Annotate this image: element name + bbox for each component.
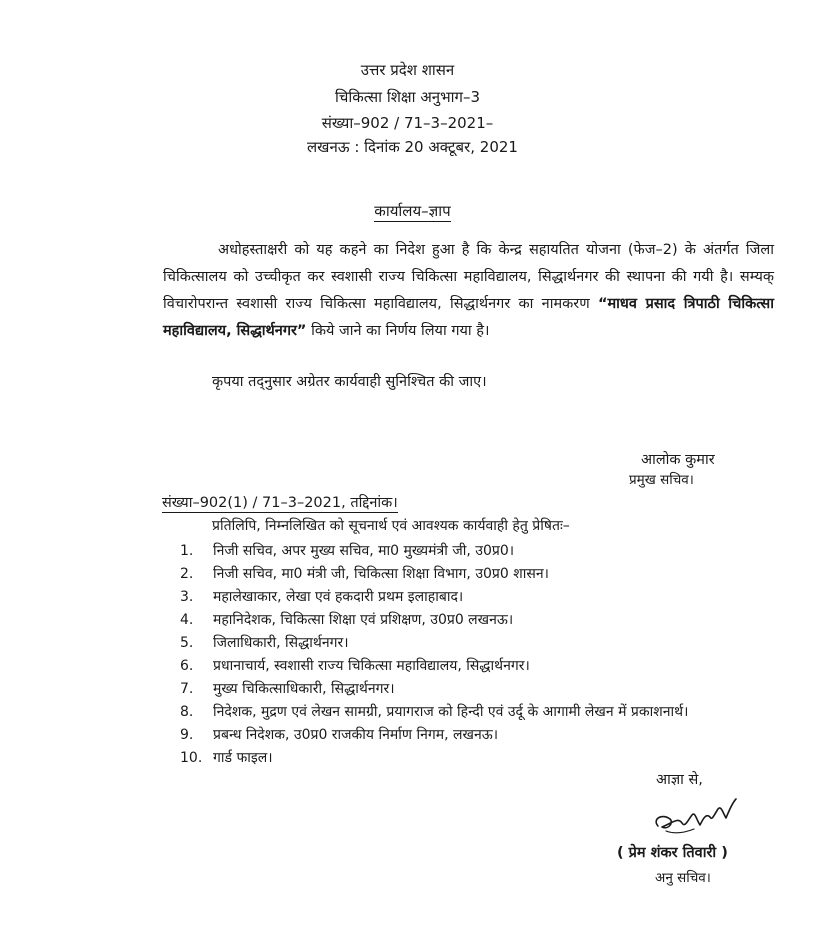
cc-item-text: जिलाधिकारी, सिद्धार्थनगर। — [213, 635, 349, 651]
para1-text-end: किये जाने का निर्णय लिया गया है। — [306, 323, 490, 339]
handwritten-signature — [648, 793, 748, 843]
cc-item-text: मुख्य चिकित्साधिकारी, सिद्धार्थनगर। — [213, 681, 395, 697]
para1-text-start: अधोहस्ताक्षरी को यह कहने का निदेश हुआ है कि केन्द्र सहायतित योजना (फेज–2) के अंतर्गत जिला चिकित्सालय को उच्चीकृत कर स्वशासी राज्य चिकित्सा महाविद्यालय, सिद्धार्थनगर की स्थापना की गयी है। सम्यक् विचारोपरान्त स्वशासी राज्य चिकित्सा महाविद्यालय, सिद्धार्थनगर का नामकरण — [163, 242, 774, 312]
cc-item-number: 1. — [180, 543, 194, 559]
cc-list-item — [180, 540, 780, 563]
cc-item-text: प्रबन्ध निदेशक, उ0प्र0 राजकीय निर्माण निगम, लखनऊ। — [213, 727, 499, 743]
section-name: चिकित्सा शिक्षा अनुभाग–3 — [334, 88, 481, 106]
signatory1-designation: प्रमुख सचिव। — [629, 472, 694, 488]
cc-item-text: निदेशक, मुद्रण एवं लेखन सामग्री, प्रयागराज को हिन्दी एवं उर्दू के आगामी लेखन में प्रकाशनार्थ। — [213, 704, 689, 720]
letter-date: लखनऊ : दिनांक 20 अक्टूबर, 2021 — [307, 138, 518, 156]
cc-item-number: 7. — [180, 681, 194, 697]
cc-item-number: 6. — [180, 658, 194, 674]
memo-title — [0, 201, 825, 221]
cc-list-item — [180, 586, 780, 609]
memo-title-text: कार्यालय–ज्ञाप — [374, 202, 451, 220]
cc-list — [180, 540, 780, 770]
cc-list-item — [180, 563, 780, 586]
cc-item-text: निजी सचिव, अपर मुख्य सचिव, मा0 मुख्यमंत्री जी, उ0प्र0। — [213, 543, 515, 559]
cc-item-number: 10. — [180, 750, 203, 766]
letter-number: संख्या–902 / 71–3–2021– — [321, 114, 494, 132]
by-order-text: आज्ञा से, — [656, 772, 703, 788]
cc-item-text: महालेखाकार, लेखा एवं हकदारी प्रथम इलाहाबाद। — [213, 589, 464, 605]
cc-list-item — [180, 701, 780, 724]
copy-intro: प्रतिलिपि, निम्नलिखित को सूचनार्थ एवं आवश्यक कार्यवाही हेतु प्रेषितः– — [212, 518, 570, 534]
cc-item-text: गार्ड फाइल। — [213, 750, 273, 766]
body-paragraph-2: कृपया तद्नुसार अग्रेतर कार्यवाही सुनिश्चित की जाए। — [212, 374, 487, 390]
copy-reference-number — [162, 493, 398, 513]
cc-item-number: 9. — [180, 727, 194, 743]
copy-reference-number-text: संख्या–902(1) / 71–3–2021, तद्दिनांक। — [162, 495, 398, 511]
cc-item-number: 4. — [180, 612, 194, 628]
signatory2-designation: अनु सचिव। — [655, 870, 711, 886]
cc-list-item — [180, 678, 780, 701]
college-name-bold: “माधव प्रसाद त्रिपाठी चिकित्सा महाविद्यालय, सिद्धार्थनगर” — [163, 296, 774, 339]
cc-item-number: 8. — [180, 704, 194, 720]
cc-item-number: 5. — [180, 635, 194, 651]
cc-list-item — [180, 609, 780, 632]
cc-item-text: प्रधानाचार्य, स्वशासी राज्य चिकित्सा महाविद्यालय, सिद्धार्थनगर। — [213, 658, 530, 674]
department-name: उत्तर प्रदेश शासन — [360, 61, 455, 79]
cc-list-item — [180, 747, 780, 770]
cc-item-text: महानिदेशक, चिकित्सा शिक्षा एवं प्रशिक्षण, उ0प्र0 लखनऊ। — [213, 612, 514, 628]
cc-item-number: 3. — [180, 589, 194, 605]
body-paragraph-1 — [163, 237, 774, 345]
cc-list-item — [180, 632, 780, 655]
cc-item-text: निजी सचिव, मा0 मंत्री जी, चिकित्सा शिक्षा विभाग, उ0प्र0 शासन। — [213, 566, 549, 582]
signatory1-name: आलोक कुमार — [641, 452, 715, 468]
cc-item-number: 2. — [180, 566, 194, 582]
cc-list-item — [180, 655, 780, 678]
cc-list-item — [180, 724, 780, 747]
signatory2-name: ( प्रेम शंकर तिवारी ) — [617, 845, 728, 861]
